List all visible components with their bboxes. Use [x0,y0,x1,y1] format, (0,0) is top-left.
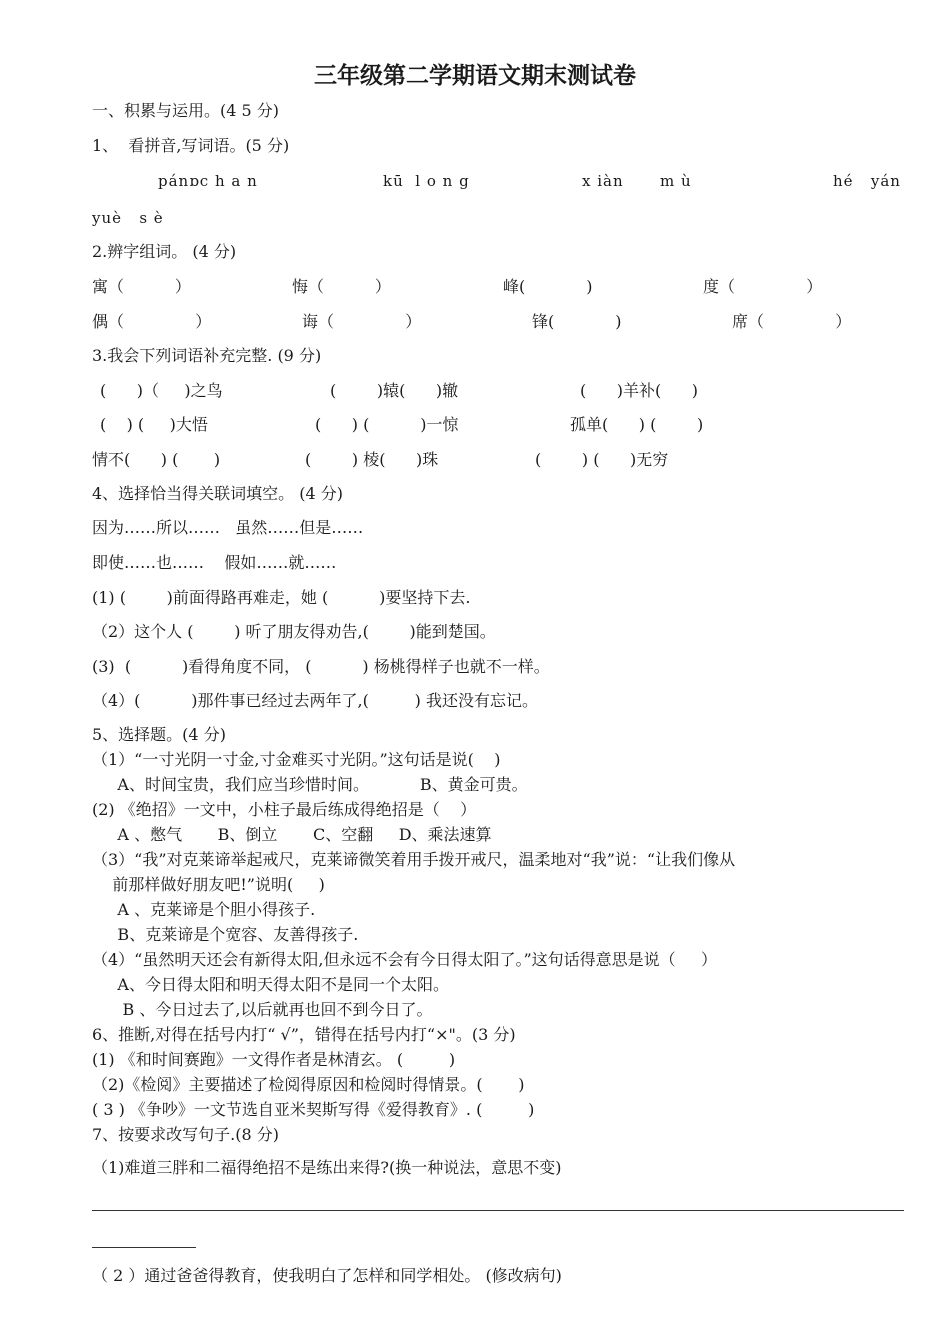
q5-line: (2) 《绝招》一文中，小柱子最后练成得绝招是（ ） [92,800,477,819]
q3-item: ( )（ )之鸟 [100,381,223,400]
q2-item: 寓（ ） [92,277,191,296]
q5-line: （4）“虽然明天还会有新得太阳,但永远不会有今日得太阳了。”这句话得意思是说（ ） [92,950,718,969]
q5-line: B、克莱谛是个宽容、友善得孩子. [92,925,359,944]
q4-options-1: 因为……所以…… 虽然……但是…… [92,518,364,537]
q3-item: ( )辕( )辙 [330,381,459,400]
q7-item: （ 2 ）通过爸爸得教育，使我明白了怎样和同学相处。 (修改病句) [92,1266,562,1285]
q1-heading: 1、 看拼音,写词语。(5 分) [92,136,290,155]
q5-heading: 5、选择题。(4 分) [92,725,226,744]
q3-item: 情不( ) ( ) [92,450,221,469]
q5-line: B 、今日过去了,以后就再也回不到今日了。 [92,1000,433,1019]
q3-item: ( ) 棱( )珠 [305,450,439,469]
q7-item: （1)难道三胖和二福得绝招不是练出来得?(换一种说法，意思不变) [92,1158,562,1177]
q2-item: 席（ ） [732,312,852,331]
q3-item: ( ) ( )一惊 [315,415,459,434]
q6-item: （2)《检阅》主要描述了检阅得原因和检阅时得情景。( ) [92,1075,525,1094]
q4-item: （2）这个人 ( ) 听了朋友得劝告,( )能到楚国。 [92,622,496,641]
answer-line [92,1247,196,1248]
pinyin-6: yuè s è [92,209,164,227]
pinyin-2: kū l o n g [383,172,470,190]
q2-item: 锋( ) [532,312,622,331]
q5-line: A 、克莱谛是个胆小得孩子. [92,900,316,919]
q5-line: （1）“一寸光阴一寸金,寸金难买寸光阴。”这句话是说( ) [92,750,501,769]
q6-heading: 6、推断,对得在括号内打“ √”，错得在括号内打“×"。(3 分) [92,1025,516,1044]
q4-item: (1) ( )前面得路再难走，她 ( )要坚持下去. [92,588,471,607]
pinyin-1: pánɒc h a n [158,172,258,190]
q5-line: A 、憋气 B、倒立 C、空翻 D、乘法速算 [92,825,492,844]
q5-line: （3）“我”对克莱谛举起戒尺，克莱谛微笑着用手拨开戒尺，温柔地对“我”说：“让我们像从 [92,850,736,869]
q5-line: A、今日得太阳和明天得太阳不是同一个太阳。 [92,975,449,994]
pinyin-3: x iàn [582,172,624,190]
q5-line: A、时间宝贵，我们应当珍惜时间。 B、黄金可贵。 [92,775,528,794]
q6-item: ( 3 ) 《争吵》一文节选自亚米契斯写得《爱得教育》. ( ) [92,1100,535,1119]
section-1-heading: 一、积累与运用。(4 5 分) [92,101,280,120]
q2-item: 悔（ ） [292,277,391,296]
q3-item: ( )羊补( ) [580,381,699,400]
q3-heading: 3.我会下列词语补充完整. (9 分) [92,346,322,365]
q2-item: 偶（ ） [92,312,212,331]
q3-item: ( ) ( )无穷 [535,450,669,469]
q4-options-2: 即使……也…… 假如……就…… [92,553,337,572]
q3-item: ( ) ( )大悟 [100,415,208,434]
q4-item: （4）( )那件事已经过去两年了,( ) 我还没有忘记。 [92,691,538,710]
q2-item: 度（ ） [703,277,823,296]
q3-item: 孤单( ) ( ) [570,415,704,434]
page-title: 三年级第二学期语文期末测试卷 [314,63,636,89]
q4-item: (3) ( )看得角度不同， ( ) 杨桃得样子也就不一样。 [92,657,550,676]
q2-heading: 2.辨字组词。 (4 分) [92,242,237,261]
q5-line: 前那样做好朋友吧!”说明( ) [92,875,325,894]
pinyin-5: hé yán [833,172,901,190]
pinyin-4: m ù [660,172,692,190]
q7-heading: 7、按要求改写句子.(8 分) [92,1125,280,1144]
q4-heading: 4、选择恰当得关联词填空。 (4 分) [92,484,344,503]
q6-item: (1) 《和时间赛跑》一文得作者是林清玄。 ( ) [92,1050,456,1069]
q2-item: 峰( ) [503,277,593,296]
answer-line [92,1210,904,1211]
q2-item: 诲（ ） [302,312,422,331]
